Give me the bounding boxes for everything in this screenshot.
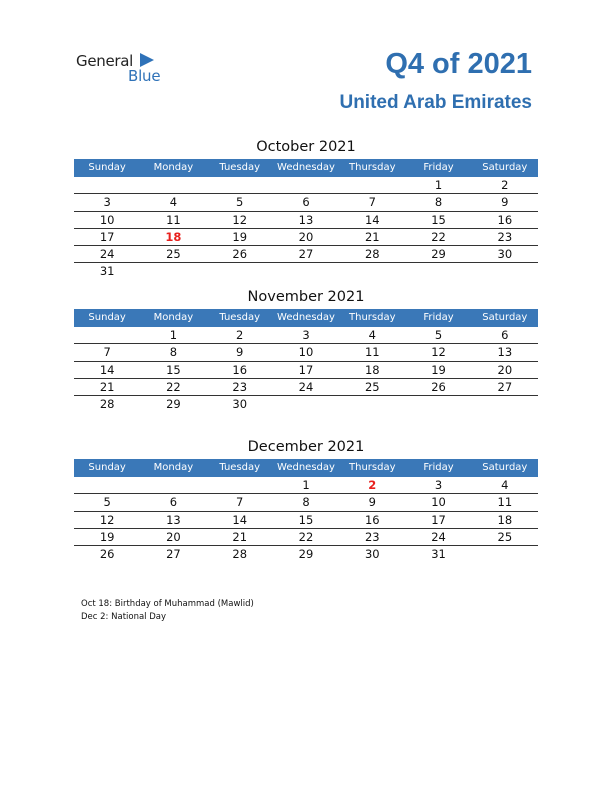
empty-day-cell [339, 177, 405, 193]
day-cell: 26 [232, 247, 248, 262]
day-cell: 15 [298, 512, 314, 527]
week-row [74, 529, 538, 546]
empty-day-cell [74, 477, 140, 493]
day-cell: 1 [434, 178, 443, 192]
day-cell: 6 [302, 195, 310, 210]
day-cell: 19 [431, 362, 446, 377]
day-cell: 10 [298, 345, 314, 360]
day-cell: 15 [431, 212, 446, 227]
weekday-label: Saturday [482, 162, 528, 173]
empty-day-cell [472, 396, 538, 413]
holiday-day-cell: 18 [165, 229, 182, 244]
holiday-note: Dec 2: National Day [81, 611, 167, 622]
day-cell: 18 [364, 362, 380, 377]
weekday-header [74, 309, 538, 327]
day-cell: 16 [497, 212, 513, 227]
weekday-label: Sunday [88, 162, 126, 173]
day-cell: 28 [99, 397, 115, 412]
week-row [74, 263, 538, 280]
day-cell: 25 [497, 529, 513, 544]
day-cell: 18 [497, 512, 513, 527]
day-cell: 22 [298, 529, 314, 544]
day-cell: 29 [298, 547, 314, 562]
logo-flag-icon [140, 53, 154, 67]
day-cell: 13 [298, 212, 314, 227]
day-cell: 8 [302, 495, 310, 510]
day-cell: 7 [103, 345, 111, 360]
weekday-label: Tuesday [219, 162, 261, 173]
empty-day-cell [273, 396, 339, 413]
day-cell: 9 [236, 345, 244, 360]
day-cell: 21 [232, 529, 248, 544]
day-cell: 5 [236, 195, 244, 210]
day-cell: 15 [166, 362, 181, 377]
empty-day-cell [472, 546, 538, 563]
day-cell: 20 [166, 529, 181, 544]
day-cell: 16 [364, 512, 380, 527]
day-cell: 14 [232, 512, 248, 527]
day-cell: 9 [368, 495, 376, 510]
day-cell: 22 [166, 379, 181, 394]
day-cell: 26 [431, 379, 446, 394]
empty-day-cell [472, 263, 538, 280]
day-cell: 9 [501, 195, 509, 210]
day-cell: 31 [431, 547, 446, 562]
empty-day-cell [140, 477, 206, 493]
empty-day-cell [207, 177, 273, 193]
week-row [74, 327, 538, 344]
day-cell: 23 [497, 229, 513, 244]
logo-word-blue: Blue [128, 67, 161, 85]
day-cell: 2 [501, 178, 509, 192]
calendar-grid [74, 327, 538, 413]
week-row [74, 477, 538, 494]
week-row [74, 494, 538, 511]
day-cell: 27 [166, 547, 181, 562]
weekday-label: Wednesday [277, 462, 335, 473]
week-row [74, 229, 538, 246]
day-cell: 27 [298, 247, 314, 262]
month-title: October 2021 [256, 139, 356, 155]
logo-word-general: General [76, 52, 134, 70]
week-row [74, 512, 538, 529]
calendar-grid [74, 177, 538, 281]
day-cell: 27 [497, 379, 513, 394]
weekday-label: Monday [153, 462, 194, 473]
weekday-label: Wednesday [277, 312, 335, 323]
week-row [74, 396, 538, 413]
day-cell: 5 [434, 328, 443, 342]
day-cell: 17 [298, 362, 314, 377]
month-october [74, 137, 538, 281]
week-row [74, 344, 538, 361]
day-cell: 25 [166, 247, 181, 262]
week-row [74, 246, 538, 263]
page-title: Q4 of 2021 [385, 48, 532, 80]
weekday-label: Thursday [349, 162, 396, 173]
day-cell: 2 [236, 328, 244, 342]
month-title: December 2021 [247, 439, 365, 455]
holiday-note: Oct 18: Birthday of Muhammad (Mawlid) [81, 599, 254, 609]
empty-day-cell [339, 263, 405, 280]
day-cell: 23 [364, 529, 380, 544]
day-cell: 24 [99, 247, 115, 262]
empty-day-cell [140, 177, 206, 193]
week-row [74, 362, 538, 379]
empty-day-cell [405, 263, 471, 280]
day-cell: 13 [497, 345, 513, 360]
weekday-label: Saturday [482, 462, 528, 473]
day-cell: 8 [169, 345, 178, 360]
day-cell: 22 [431, 229, 446, 244]
day-cell: 3 [302, 328, 310, 342]
day-cell: 11 [364, 345, 380, 360]
weekday-label: Sunday [88, 312, 126, 323]
week-row [74, 546, 538, 563]
day-cell: 12 [232, 212, 248, 227]
weekday-label: Tuesday [219, 312, 261, 323]
day-cell: 19 [99, 529, 115, 544]
weekday-header [74, 459, 538, 477]
page-subtitle: United Arab Emirates [339, 92, 532, 113]
day-cell: 10 [99, 212, 115, 227]
empty-day-cell [273, 263, 339, 280]
day-cell: 1 [302, 478, 310, 492]
day-cell: 20 [497, 362, 513, 377]
empty-day-cell [140, 263, 206, 280]
day-cell: 8 [434, 195, 443, 210]
day-cell: 26 [99, 547, 115, 562]
day-cell: 10 [431, 495, 446, 510]
weekday-label: Thursday [349, 312, 396, 323]
weekday-header [74, 159, 538, 177]
day-cell: 25 [364, 379, 380, 394]
day-cell: 30 [364, 547, 380, 562]
day-cell: 7 [368, 195, 376, 210]
day-cell: 23 [232, 379, 248, 394]
day-cell: 7 [236, 495, 244, 510]
empty-day-cell [74, 327, 140, 343]
holiday-notes [81, 598, 254, 623]
holiday-day-cell: 2 [368, 478, 377, 492]
day-cell: 3 [434, 478, 443, 492]
empty-day-cell [273, 177, 339, 193]
month-december [74, 437, 538, 563]
day-cell: 20 [298, 229, 314, 244]
week-row [74, 212, 538, 229]
weekday-label: Tuesday [219, 462, 261, 473]
day-cell: 30 [497, 247, 513, 262]
day-cell: 19 [232, 229, 248, 244]
day-cell: 29 [166, 397, 181, 412]
day-cell: 12 [431, 345, 446, 360]
calendar-grid [74, 477, 538, 563]
day-cell: 14 [364, 212, 380, 227]
day-cell: 16 [232, 362, 248, 377]
day-cell: 28 [232, 547, 248, 562]
month-title: November 2021 [247, 289, 365, 305]
day-cell: 3 [103, 195, 111, 210]
day-cell: 11 [166, 212, 181, 227]
day-cell: 24 [431, 529, 446, 544]
weekday-label: Friday [423, 312, 454, 323]
weekday-label: Thursday [349, 462, 396, 473]
weekday-label: Monday [153, 312, 194, 323]
day-cell: 4 [368, 328, 376, 342]
weekday-label: Saturday [482, 312, 528, 323]
day-cell: 31 [99, 264, 115, 279]
day-cell: 21 [99, 379, 115, 394]
day-cell: 30 [232, 397, 248, 412]
week-row [74, 177, 538, 194]
day-cell: 6 [501, 328, 509, 342]
weekday-label: Sunday [88, 462, 126, 473]
day-cell: 28 [364, 247, 380, 262]
day-cell: 17 [431, 512, 446, 527]
day-cell: 24 [298, 379, 314, 394]
day-cell: 4 [169, 195, 178, 210]
day-cell: 21 [364, 229, 380, 244]
empty-day-cell [207, 263, 273, 280]
month-november [74, 287, 538, 413]
day-cell: 11 [497, 495, 513, 510]
week-row [74, 194, 538, 211]
weekday-label: Friday [423, 162, 454, 173]
generalblue-logo [76, 52, 176, 88]
day-cell: 6 [169, 495, 178, 510]
empty-day-cell [74, 177, 140, 193]
weekday-label: Friday [423, 462, 454, 473]
week-row [74, 379, 538, 396]
day-cell: 17 [99, 229, 115, 244]
empty-day-cell [405, 396, 471, 413]
empty-day-cell [339, 396, 405, 413]
day-cell: 13 [166, 512, 181, 527]
day-cell: 1 [169, 328, 178, 342]
empty-day-cell [207, 477, 273, 493]
day-cell: 4 [501, 478, 509, 492]
day-cell: 14 [99, 362, 115, 377]
day-cell: 29 [431, 247, 446, 262]
day-cell: 12 [99, 512, 115, 527]
weekday-label: Wednesday [277, 162, 335, 173]
weekday-label: Monday [153, 162, 194, 173]
day-cell: 5 [103, 495, 111, 510]
